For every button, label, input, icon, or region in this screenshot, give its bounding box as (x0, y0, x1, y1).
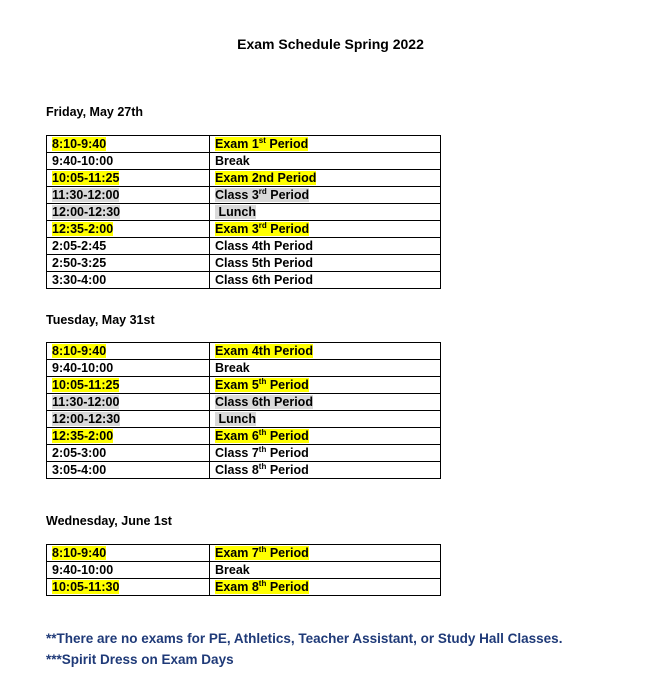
time-text: 10:05-11:25 (52, 378, 120, 392)
activity-label: Class 3 (215, 188, 259, 202)
activity-cell (210, 153, 441, 170)
activity-label-suffix: Period (266, 429, 309, 443)
time-text: 9:40-10:00 (52, 563, 114, 577)
activity-cell (210, 136, 441, 153)
activity-text (215, 446, 309, 460)
activity-label-suffix: Period (266, 580, 309, 594)
time-text: 2:50-3:25 (52, 256, 107, 270)
time-cell (47, 238, 210, 255)
activity-label: Exam 1 (215, 137, 259, 151)
time-cell (47, 255, 210, 272)
note-no-exams: **There are no exams for PE, Athletics, Teacher Assistant, or Study Hall Classes. (46, 631, 563, 646)
activity-text (215, 361, 250, 375)
activity-text (215, 546, 309, 560)
table-row (47, 428, 441, 445)
table-row (47, 153, 441, 170)
time-cell (47, 445, 210, 462)
activity-label: Class 5th Period (215, 256, 313, 270)
table-row (47, 377, 441, 394)
time-text: 8:10-9:40 (52, 137, 107, 151)
activity-cell (210, 428, 441, 445)
table-row (47, 187, 441, 204)
table-row (47, 394, 441, 411)
table-row (47, 445, 441, 462)
activity-cell (210, 221, 441, 238)
activity-cell (210, 445, 441, 462)
activity-label-suffix: Period (266, 222, 310, 236)
schedule-table-tuesday (46, 342, 441, 479)
time-cell (47, 221, 210, 238)
time-cell (47, 136, 210, 153)
activity-label: Class 8 (215, 463, 259, 477)
activity-cell (210, 545, 441, 562)
day-heading-wednesday: Wednesday, June 1st (46, 514, 172, 528)
time-text: 10:05-11:25 (52, 171, 120, 185)
activity-label-suffix: Period (265, 137, 309, 151)
time-cell (47, 411, 210, 428)
time-text: 2:05-2:45 (52, 239, 107, 253)
table-row (47, 562, 441, 579)
activity-text (215, 463, 309, 477)
activity-label: Exam 5 (215, 378, 259, 392)
schedule-table-friday (46, 135, 441, 289)
activity-label: Exam 2nd Period (215, 171, 317, 185)
activity-label: Exam 8 (215, 580, 259, 594)
time-cell (47, 272, 210, 289)
ordinal-suffix: th (258, 445, 267, 454)
activity-label-suffix: Period (266, 546, 309, 560)
table-row (47, 136, 441, 153)
time-text: 2:05-3:00 (52, 446, 107, 460)
activity-text (215, 563, 250, 577)
day-heading-tuesday: Tuesday, May 31st (46, 313, 155, 327)
activity-label: Exam 3 (215, 222, 259, 236)
activity-text (215, 154, 250, 168)
activity-cell (210, 377, 441, 394)
activity-cell (210, 411, 441, 428)
activity-text (215, 188, 309, 202)
note-spirit-dress: ***Spirit Dress on Exam Days (46, 652, 234, 667)
activity-cell (210, 343, 441, 360)
activity-cell (210, 394, 441, 411)
activity-text (215, 429, 309, 443)
activity-label-suffix: Period (266, 188, 310, 202)
time-cell (47, 394, 210, 411)
table-row (47, 255, 441, 272)
time-text: 11:30-12:00 (52, 188, 120, 202)
ordinal-suffix: th (258, 462, 267, 471)
activity-cell (210, 238, 441, 255)
activity-text (215, 412, 256, 426)
activity-cell (210, 462, 441, 479)
activity-text (215, 256, 313, 270)
ordinal-suffix: st (258, 136, 266, 145)
ordinal-suffix: th (258, 545, 267, 554)
activity-label: Class 6th Period (215, 395, 313, 409)
activity-label: Class 6th Period (215, 273, 313, 287)
activity-text (215, 137, 308, 151)
activity-label: Exam 7 (215, 546, 259, 560)
ordinal-suffix: th (258, 377, 267, 386)
table-row (47, 462, 441, 479)
time-cell (47, 187, 210, 204)
activity-cell (210, 360, 441, 377)
table-row (47, 545, 441, 562)
time-text: 3:30-4:00 (52, 273, 107, 287)
activity-text (215, 395, 313, 409)
time-text: 8:10-9:40 (52, 344, 107, 358)
time-text: 9:40-10:00 (52, 361, 114, 375)
table-row (47, 238, 441, 255)
time-text: 10:05-11:30 (52, 580, 120, 594)
activity-cell (210, 562, 441, 579)
time-text: 12:35-2:00 (52, 222, 114, 236)
table-row (47, 343, 441, 360)
activity-label-suffix: Period (266, 378, 309, 392)
activity-cell (210, 204, 441, 221)
activity-label: Class 4th Period (215, 239, 313, 253)
activity-cell (210, 170, 441, 187)
time-cell (47, 343, 210, 360)
activity-label: Lunch (215, 205, 256, 219)
time-cell (47, 170, 210, 187)
table-row (47, 360, 441, 377)
activity-label: Exam 4th Period (215, 344, 313, 358)
table-row (47, 170, 441, 187)
activity-label: Exam 6 (215, 429, 259, 443)
time-text: 12:00-12:30 (52, 205, 121, 219)
time-text: 12:35-2:00 (52, 429, 114, 443)
time-cell (47, 377, 210, 394)
activity-text (215, 222, 309, 236)
activity-text (215, 378, 309, 392)
activity-cell (210, 272, 441, 289)
activity-label-suffix: Period (266, 463, 309, 477)
time-cell (47, 562, 210, 579)
table-row (47, 579, 441, 596)
time-cell (47, 204, 210, 221)
time-text: 11:30-12:00 (52, 395, 120, 409)
activity-label: Break (215, 563, 250, 577)
time-cell (47, 545, 210, 562)
activity-label: Break (215, 361, 250, 375)
ordinal-suffix: rd (258, 221, 267, 230)
time-cell (47, 153, 210, 170)
time-cell (47, 360, 210, 377)
activity-text (215, 344, 313, 358)
time-text: 12:00-12:30 (52, 412, 121, 426)
ordinal-suffix: th (258, 428, 267, 437)
activity-label-suffix: Period (266, 446, 309, 460)
activity-cell (210, 255, 441, 272)
activity-cell (210, 579, 441, 596)
day-heading-friday: Friday, May 27th (46, 105, 144, 119)
time-text: 3:05-4:00 (52, 463, 107, 477)
table-row (47, 411, 441, 428)
time-text: 9:40-10:00 (52, 154, 114, 168)
page-title: Exam Schedule Spring 2022 (237, 36, 424, 52)
time-text: 8:10-9:40 (52, 546, 107, 560)
table-row (47, 272, 441, 289)
activity-text (215, 273, 313, 287)
ordinal-suffix: rd (258, 187, 267, 196)
activity-text (215, 580, 309, 594)
activity-text (215, 205, 256, 219)
ordinal-suffix: th (258, 579, 267, 588)
time-cell (47, 428, 210, 445)
activity-text (215, 171, 316, 185)
table-row (47, 204, 441, 221)
schedule-table-wednesday (46, 544, 441, 596)
activity-text (215, 239, 313, 253)
table-row (47, 221, 441, 238)
activity-label: Class 7 (215, 446, 259, 460)
activity-label: Break (215, 154, 250, 168)
activity-label: Lunch (215, 412, 256, 426)
activity-cell (210, 187, 441, 204)
time-cell (47, 579, 210, 596)
time-cell (47, 462, 210, 479)
